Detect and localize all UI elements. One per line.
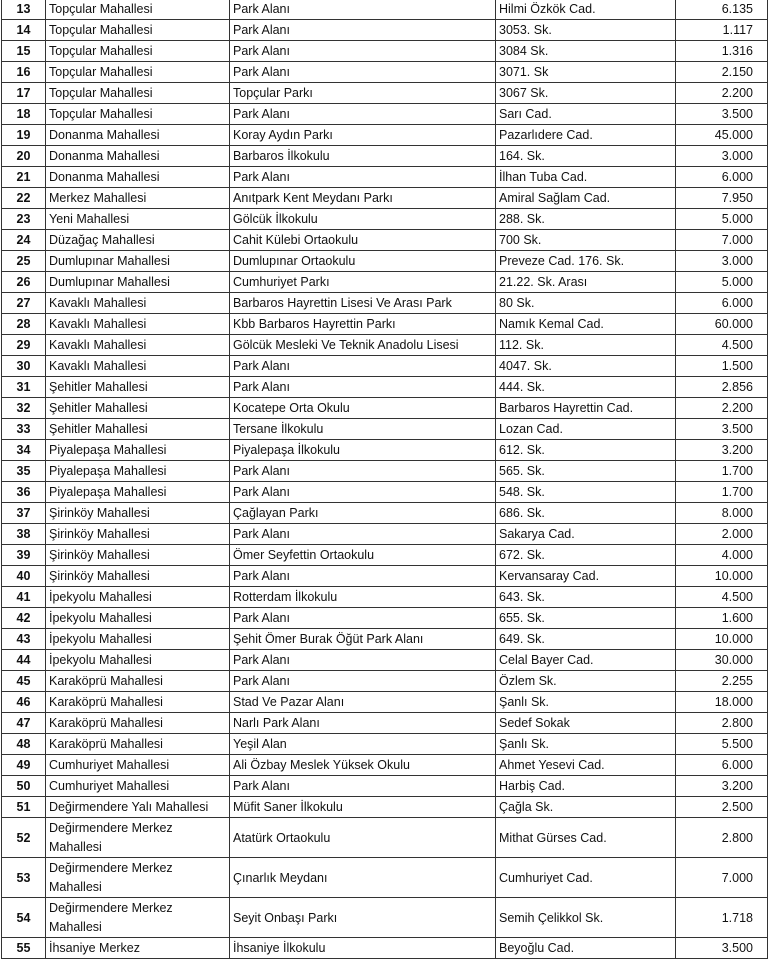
area-cell: 7.950 xyxy=(676,188,768,209)
neighborhood-cell: Şirinköy Mahallesi xyxy=(46,524,230,545)
area-cell: 3.000 xyxy=(676,251,768,272)
area-cell: 2.200 xyxy=(676,83,768,104)
area-cell: 18.000 xyxy=(676,692,768,713)
row-number-cell: 33 xyxy=(2,419,46,440)
street-address-cell: Lozan Cad. xyxy=(496,419,676,440)
table-row xyxy=(2,167,768,188)
table-row xyxy=(2,545,768,566)
street-address-cell: Barbaros Hayrettin Cad. xyxy=(496,398,676,419)
location-name-cell: Kocatepe Orta Okulu xyxy=(230,398,496,419)
street-address-cell: 700 Sk. xyxy=(496,230,676,251)
row-number-cell: 53 xyxy=(2,858,46,898)
area-cell: 5.000 xyxy=(676,209,768,230)
row-number-cell: 55 xyxy=(2,938,46,959)
row-number-cell: 31 xyxy=(2,377,46,398)
neighborhood-cell: İpekyolu Mahallesi xyxy=(46,629,230,650)
street-address-cell: Sarı Cad. xyxy=(496,104,676,125)
neighborhood-cell: Yeni Mahallesi xyxy=(46,209,230,230)
area-cell: 3.000 xyxy=(676,146,768,167)
table-row xyxy=(2,62,768,83)
location-name-cell: Gölcük İlkokulu xyxy=(230,209,496,230)
row-number-cell: 20 xyxy=(2,146,46,167)
table-row xyxy=(2,818,768,858)
neighborhood-cell: Değirmendere Merkez Mahallesi xyxy=(46,898,230,938)
street-address-cell: 21.22. Sk. Arası xyxy=(496,272,676,293)
row-number-cell: 48 xyxy=(2,734,46,755)
table-row xyxy=(2,629,768,650)
area-cell: 1.700 xyxy=(676,461,768,482)
street-address-cell: Hilmi Özkök Cad. xyxy=(496,0,676,20)
location-name-cell: Park Alanı xyxy=(230,482,496,503)
neighborhood-cell: Topçular Mahallesi xyxy=(46,41,230,62)
area-cell: 2.150 xyxy=(676,62,768,83)
street-address-cell: Cumhuriyet Cad. xyxy=(496,858,676,898)
location-name-cell: Şehit Ömer Burak Öğüt Park Alanı xyxy=(230,629,496,650)
table-row xyxy=(2,566,768,587)
neighborhood-cell: İhsaniye Merkez xyxy=(46,938,230,959)
row-number-cell: 38 xyxy=(2,524,46,545)
neighborhood-cell: Şehitler Mahallesi xyxy=(46,398,230,419)
row-number-cell: 52 xyxy=(2,818,46,858)
row-number-cell: 43 xyxy=(2,629,46,650)
neighborhood-cell: Değirmendere Yalı Mahallesi xyxy=(46,797,230,818)
street-address-cell: Namık Kemal Cad. xyxy=(496,314,676,335)
neighborhood-cell: Karaköprü Mahallesi xyxy=(46,734,230,755)
neighborhood-cell: Donanma Mahallesi xyxy=(46,167,230,188)
location-name-cell: Kbb Barbaros Hayrettin Parkı xyxy=(230,314,496,335)
location-name-cell: Barbaros İlkokulu xyxy=(230,146,496,167)
table-row xyxy=(2,797,768,818)
location-name-cell: İhsaniye İlkokulu xyxy=(230,938,496,959)
location-name-cell: Park Alanı xyxy=(230,377,496,398)
location-name-cell: Park Alanı xyxy=(230,167,496,188)
row-number-cell: 18 xyxy=(2,104,46,125)
neighborhood-cell: Şirinköy Mahallesi xyxy=(46,545,230,566)
table-row xyxy=(2,188,768,209)
neighborhood-cell: Donanma Mahallesi xyxy=(46,146,230,167)
area-cell: 7.000 xyxy=(676,230,768,251)
row-number-cell: 24 xyxy=(2,230,46,251)
area-cell: 3.500 xyxy=(676,419,768,440)
neighborhood-cell: Merkez Mahallesi xyxy=(46,188,230,209)
neighborhood-cell: Karaköprü Mahallesi xyxy=(46,713,230,734)
location-name-cell: Müfit Saner İlkokulu xyxy=(230,797,496,818)
table-row xyxy=(2,230,768,251)
row-number-cell: 21 xyxy=(2,167,46,188)
row-number-cell: 34 xyxy=(2,440,46,461)
area-cell: 1.117 xyxy=(676,20,768,41)
location-name-cell: Narlı Park Alanı xyxy=(230,713,496,734)
table-row xyxy=(2,272,768,293)
row-number-cell: 27 xyxy=(2,293,46,314)
row-number-cell: 23 xyxy=(2,209,46,230)
row-number-cell: 51 xyxy=(2,797,46,818)
location-name-cell: Çınarlık Meydanı xyxy=(230,858,496,898)
row-number-cell: 17 xyxy=(2,83,46,104)
area-cell: 60.000 xyxy=(676,314,768,335)
neighborhood-cell: Dumlupınar Mahallesi xyxy=(46,251,230,272)
table-row xyxy=(2,524,768,545)
row-number-cell: 26 xyxy=(2,272,46,293)
row-number-cell: 14 xyxy=(2,20,46,41)
area-cell: 10.000 xyxy=(676,566,768,587)
area-cell: 3.500 xyxy=(676,938,768,959)
street-address-cell: 288. Sk. xyxy=(496,209,676,230)
table-row xyxy=(2,671,768,692)
street-address-cell: 3084 Sk. xyxy=(496,41,676,62)
location-name-cell: Park Alanı xyxy=(230,20,496,41)
location-name-cell: Tersane İlkokulu xyxy=(230,419,496,440)
location-name-cell: Barbaros Hayrettin Lisesi Ve Arası Park xyxy=(230,293,496,314)
row-number-cell: 37 xyxy=(2,503,46,524)
table-row xyxy=(2,314,768,335)
row-number-cell: 29 xyxy=(2,335,46,356)
table-row xyxy=(2,377,768,398)
area-cell: 8.000 xyxy=(676,503,768,524)
row-number-cell: 22 xyxy=(2,188,46,209)
location-name-cell: Piyalepaşa İlkokulu xyxy=(230,440,496,461)
street-address-cell: 3071. Sk xyxy=(496,62,676,83)
table-row xyxy=(2,650,768,671)
table-row xyxy=(2,0,768,20)
location-name-cell: Park Alanı xyxy=(230,41,496,62)
neighborhood-cell: İpekyolu Mahallesi xyxy=(46,587,230,608)
street-address-cell: Ahmet Yesevi Cad. xyxy=(496,755,676,776)
street-address-cell: Beyoğlu Cad. xyxy=(496,938,676,959)
location-name-cell: Park Alanı xyxy=(230,608,496,629)
street-address-cell: 672. Sk. xyxy=(496,545,676,566)
table-row xyxy=(2,938,768,959)
street-address-cell: 112. Sk. xyxy=(496,335,676,356)
table-row xyxy=(2,482,768,503)
location-name-cell: Anıtpark Kent Meydanı Parkı xyxy=(230,188,496,209)
area-cell: 2.500 xyxy=(676,797,768,818)
location-name-cell: Topçular Parkı xyxy=(230,83,496,104)
area-cell: 4.500 xyxy=(676,335,768,356)
street-address-cell: Sakarya Cad. xyxy=(496,524,676,545)
neighborhood-cell: Kavaklı Mahallesi xyxy=(46,293,230,314)
location-name-cell: Cumhuriyet Parkı xyxy=(230,272,496,293)
street-address-cell: 3067 Sk. xyxy=(496,83,676,104)
area-cell: 2.800 xyxy=(676,818,768,858)
neighborhood-cell: Kavaklı Mahallesi xyxy=(46,335,230,356)
row-number-cell: 42 xyxy=(2,608,46,629)
table-row xyxy=(2,125,768,146)
area-cell: 6.000 xyxy=(676,755,768,776)
row-number-cell: 30 xyxy=(2,356,46,377)
neighborhood-cell: Şehitler Mahallesi xyxy=(46,377,230,398)
street-address-cell: Özlem Sk. xyxy=(496,671,676,692)
location-name-cell: Dumlupınar Ortaokulu xyxy=(230,251,496,272)
table-row xyxy=(2,713,768,734)
table-row xyxy=(2,209,768,230)
street-address-cell: Preveze Cad. 176. Sk. xyxy=(496,251,676,272)
table-row xyxy=(2,356,768,377)
neighborhood-cell: Donanma Mahallesi xyxy=(46,125,230,146)
neighborhood-cell: Topçular Mahallesi xyxy=(46,0,230,20)
street-address-cell: 3053. Sk. xyxy=(496,20,676,41)
neighborhood-cell: Piyalepaşa Mahallesi xyxy=(46,482,230,503)
street-address-cell: 686. Sk. xyxy=(496,503,676,524)
street-address-cell: Mithat Gürses Cad. xyxy=(496,818,676,858)
table-row xyxy=(2,692,768,713)
location-name-cell: Koray Aydın Parkı xyxy=(230,125,496,146)
table-row xyxy=(2,776,768,797)
row-number-cell: 46 xyxy=(2,692,46,713)
street-address-cell: İlhan Tuba Cad. xyxy=(496,167,676,188)
row-number-cell: 32 xyxy=(2,398,46,419)
location-name-cell: Park Alanı xyxy=(230,62,496,83)
row-number-cell: 36 xyxy=(2,482,46,503)
area-cell: 2.255 xyxy=(676,671,768,692)
street-address-cell: 548. Sk. xyxy=(496,482,676,503)
street-address-cell: Amiral Sağlam Cad. xyxy=(496,188,676,209)
location-name-cell: Çağlayan Parkı xyxy=(230,503,496,524)
row-number-cell: 35 xyxy=(2,461,46,482)
neighborhood-cell: Düzağaç Mahallesi xyxy=(46,230,230,251)
table-row xyxy=(2,503,768,524)
street-address-cell: 80 Sk. xyxy=(496,293,676,314)
gathering-areas-table xyxy=(1,0,768,959)
table-row xyxy=(2,398,768,419)
table-row xyxy=(2,104,768,125)
area-cell: 1.500 xyxy=(676,356,768,377)
street-address-cell: 4047. Sk. xyxy=(496,356,676,377)
street-address-cell: Şanlı Sk. xyxy=(496,734,676,755)
table-row xyxy=(2,440,768,461)
neighborhood-cell: Cumhuriyet Mahallesi xyxy=(46,776,230,797)
table-row xyxy=(2,146,768,167)
row-number-cell: 54 xyxy=(2,898,46,938)
area-cell: 6.000 xyxy=(676,167,768,188)
location-name-cell: Gölcük Mesleki Ve Teknik Anadolu Lisesi xyxy=(230,335,496,356)
street-address-cell: 643. Sk. xyxy=(496,587,676,608)
area-cell: 6.135 xyxy=(676,0,768,20)
row-number-cell: 50 xyxy=(2,776,46,797)
area-cell: 1.700 xyxy=(676,482,768,503)
row-number-cell: 47 xyxy=(2,713,46,734)
neighborhood-cell: Cumhuriyet Mahallesi xyxy=(46,755,230,776)
table-row xyxy=(2,587,768,608)
area-cell: 30.000 xyxy=(676,650,768,671)
street-address-cell: 649. Sk. xyxy=(496,629,676,650)
neighborhood-cell: Değirmendere Merkez Mahallesi xyxy=(46,818,230,858)
area-cell: 10.000 xyxy=(676,629,768,650)
neighborhood-cell: Topçular Mahallesi xyxy=(46,104,230,125)
area-cell: 6.000 xyxy=(676,293,768,314)
neighborhood-cell: Piyalepaşa Mahallesi xyxy=(46,461,230,482)
row-number-cell: 44 xyxy=(2,650,46,671)
table-row xyxy=(2,335,768,356)
street-address-cell: Pazarlıdere Cad. xyxy=(496,125,676,146)
street-address-cell: 612. Sk. xyxy=(496,440,676,461)
neighborhood-cell: İpekyolu Mahallesi xyxy=(46,650,230,671)
location-name-cell: Park Alanı xyxy=(230,524,496,545)
area-cell: 1.718 xyxy=(676,898,768,938)
area-cell: 3.200 xyxy=(676,776,768,797)
location-name-cell: Seyit Onbaşı Parkı xyxy=(230,898,496,938)
neighborhood-cell: Kavaklı Mahallesi xyxy=(46,314,230,335)
location-name-cell: Cahit Külebi Ortaokulu xyxy=(230,230,496,251)
location-name-cell: Ömer Seyfettin Ortaokulu xyxy=(230,545,496,566)
area-cell: 1.600 xyxy=(676,608,768,629)
table-row xyxy=(2,251,768,272)
table-body xyxy=(2,0,768,959)
table-row xyxy=(2,419,768,440)
location-name-cell: Park Alanı xyxy=(230,671,496,692)
area-cell: 45.000 xyxy=(676,125,768,146)
area-cell: 7.000 xyxy=(676,858,768,898)
table-row xyxy=(2,898,768,938)
table-row xyxy=(2,755,768,776)
table-row xyxy=(2,83,768,104)
street-address-cell: Sedef Sokak xyxy=(496,713,676,734)
table-row xyxy=(2,41,768,62)
street-address-cell: Celal Bayer Cad. xyxy=(496,650,676,671)
location-name-cell: Yeşil Alan xyxy=(230,734,496,755)
neighborhood-cell: İpekyolu Mahallesi xyxy=(46,608,230,629)
row-number-cell: 15 xyxy=(2,41,46,62)
street-address-cell: 444. Sk. xyxy=(496,377,676,398)
area-cell: 5.500 xyxy=(676,734,768,755)
neighborhood-cell: Değirmendere Merkez Mahallesi xyxy=(46,858,230,898)
neighborhood-cell: Dumlupınar Mahallesi xyxy=(46,272,230,293)
area-cell: 4.000 xyxy=(676,545,768,566)
neighborhood-cell: Topçular Mahallesi xyxy=(46,83,230,104)
row-number-cell: 28 xyxy=(2,314,46,335)
row-number-cell: 49 xyxy=(2,755,46,776)
neighborhood-cell: Piyalepaşa Mahallesi xyxy=(46,440,230,461)
location-name-cell: Park Alanı xyxy=(230,461,496,482)
location-name-cell: Park Alanı xyxy=(230,566,496,587)
area-cell: 3.200 xyxy=(676,440,768,461)
neighborhood-cell: Topçular Mahallesi xyxy=(46,20,230,41)
area-cell: 2.800 xyxy=(676,713,768,734)
street-address-cell: 655. Sk. xyxy=(496,608,676,629)
table-row xyxy=(2,858,768,898)
street-address-cell: Şanlı Sk. xyxy=(496,692,676,713)
table-row xyxy=(2,293,768,314)
table-row xyxy=(2,461,768,482)
row-number-cell: 45 xyxy=(2,671,46,692)
neighborhood-cell: Şirinköy Mahallesi xyxy=(46,503,230,524)
neighborhood-cell: Kavaklı Mahallesi xyxy=(46,356,230,377)
neighborhood-cell: Karaköprü Mahallesi xyxy=(46,692,230,713)
location-name-cell: Park Alanı xyxy=(230,776,496,797)
location-name-cell: Park Alanı xyxy=(230,650,496,671)
neighborhood-cell: Şirinköy Mahallesi xyxy=(46,566,230,587)
location-name-cell: Atatürk Ortaokulu xyxy=(230,818,496,858)
row-number-cell: 40 xyxy=(2,566,46,587)
location-name-cell: Park Alanı xyxy=(230,0,496,20)
location-name-cell: Stad Ve Pazar Alanı xyxy=(230,692,496,713)
street-address-cell: 565. Sk. xyxy=(496,461,676,482)
row-number-cell: 39 xyxy=(2,545,46,566)
location-name-cell: Rotterdam İlkokulu xyxy=(230,587,496,608)
location-name-cell: Park Alanı xyxy=(230,356,496,377)
street-address-cell: Semih Çelikkol Sk. xyxy=(496,898,676,938)
table-row xyxy=(2,20,768,41)
location-name-cell: Park Alanı xyxy=(230,104,496,125)
table-row xyxy=(2,734,768,755)
row-number-cell: 19 xyxy=(2,125,46,146)
area-cell: 5.000 xyxy=(676,272,768,293)
area-cell: 1.316 xyxy=(676,41,768,62)
table-row xyxy=(2,608,768,629)
street-address-cell: 164. Sk. xyxy=(496,146,676,167)
street-address-cell: Çağla Sk. xyxy=(496,797,676,818)
area-cell: 4.500 xyxy=(676,587,768,608)
street-address-cell: Harbiş Cad. xyxy=(496,776,676,797)
row-number-cell: 25 xyxy=(2,251,46,272)
area-cell: 2.200 xyxy=(676,398,768,419)
area-cell: 2.000 xyxy=(676,524,768,545)
area-cell: 2.856 xyxy=(676,377,768,398)
street-address-cell: Kervansaray Cad. xyxy=(496,566,676,587)
location-name-cell: Ali Özbay Meslek Yüksek Okulu xyxy=(230,755,496,776)
row-number-cell: 41 xyxy=(2,587,46,608)
area-cell: 3.500 xyxy=(676,104,768,125)
row-number-cell: 16 xyxy=(2,62,46,83)
neighborhood-cell: Topçular Mahallesi xyxy=(46,62,230,83)
row-number-cell: 13 xyxy=(2,0,46,20)
neighborhood-cell: Şehitler Mahallesi xyxy=(46,419,230,440)
neighborhood-cell: Karaköprü Mahallesi xyxy=(46,671,230,692)
